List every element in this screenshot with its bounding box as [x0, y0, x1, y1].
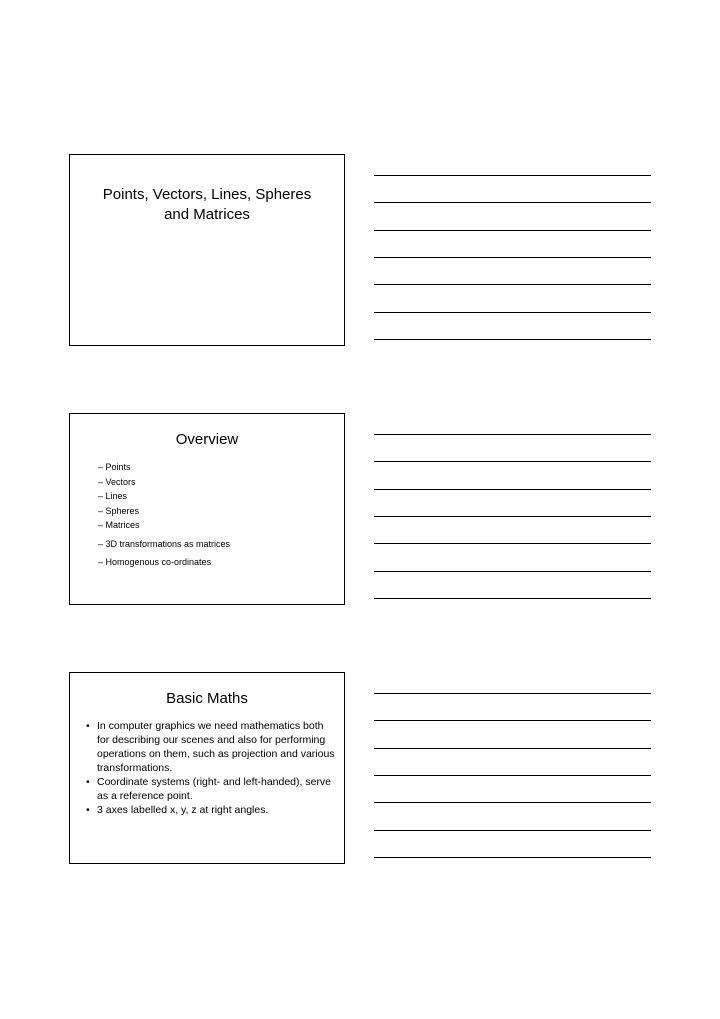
note-line: [374, 312, 651, 313]
bullet-icon: •: [86, 776, 90, 788]
note-line: [374, 802, 651, 803]
note-line: [374, 434, 651, 435]
list-item: – Homogenous co-ordinates: [98, 557, 212, 567]
slide-2: [69, 413, 345, 605]
list-item: – Matrices: [98, 520, 140, 530]
note-line: [374, 489, 651, 490]
list-item: – Spheres: [98, 505, 140, 516]
note-line: [374, 175, 651, 176]
note-line: [374, 748, 651, 749]
bullet-list: [86, 719, 336, 817]
note-line: [374, 693, 651, 694]
note-line: [374, 339, 651, 340]
note-line: [374, 516, 651, 517]
note-line: [374, 571, 651, 572]
slide-3: [69, 672, 345, 864]
note-line: [374, 720, 651, 721]
slide-title: Basic Maths: [166, 690, 248, 707]
slide-1: [69, 154, 345, 346]
note-line: [374, 230, 651, 231]
note-line: [374, 202, 651, 203]
note-line: [374, 775, 651, 776]
slide-title: Overview: [175, 431, 239, 448]
bullet-text: Coordinate systems (right- and left-handed), serve as a reference point.: [97, 776, 332, 802]
note-line: [374, 461, 651, 462]
overview-list: [98, 460, 230, 570]
bullet-item: [86, 775, 336, 803]
list-item: – Points: [98, 462, 131, 472]
note-line: [374, 257, 651, 258]
note-line: [374, 598, 651, 599]
bullet-icon: •: [86, 804, 90, 816]
bullet-text: In computer graphics we need mathematics both for describing our scenes and also for performing operations on them, such as projection and various transformations.: [97, 720, 335, 774]
note-line: [374, 284, 651, 285]
note-line: [374, 857, 651, 858]
bullet-icon: •: [86, 720, 90, 732]
list-item: – Lines: [98, 491, 128, 501]
slide-title: Points, Vectors, Lines, Spheres and Matrices: [102, 186, 312, 223]
bullet-item: [86, 803, 336, 817]
note-line: [374, 830, 651, 831]
bullet-item: [86, 719, 336, 775]
list-item: – Vectors: [98, 476, 136, 487]
note-line: [374, 543, 651, 544]
bullet-text: 3 axes labelled x, y, z at right angles.: [97, 804, 269, 816]
list-item: – 3D transformations as matrices: [98, 538, 231, 549]
